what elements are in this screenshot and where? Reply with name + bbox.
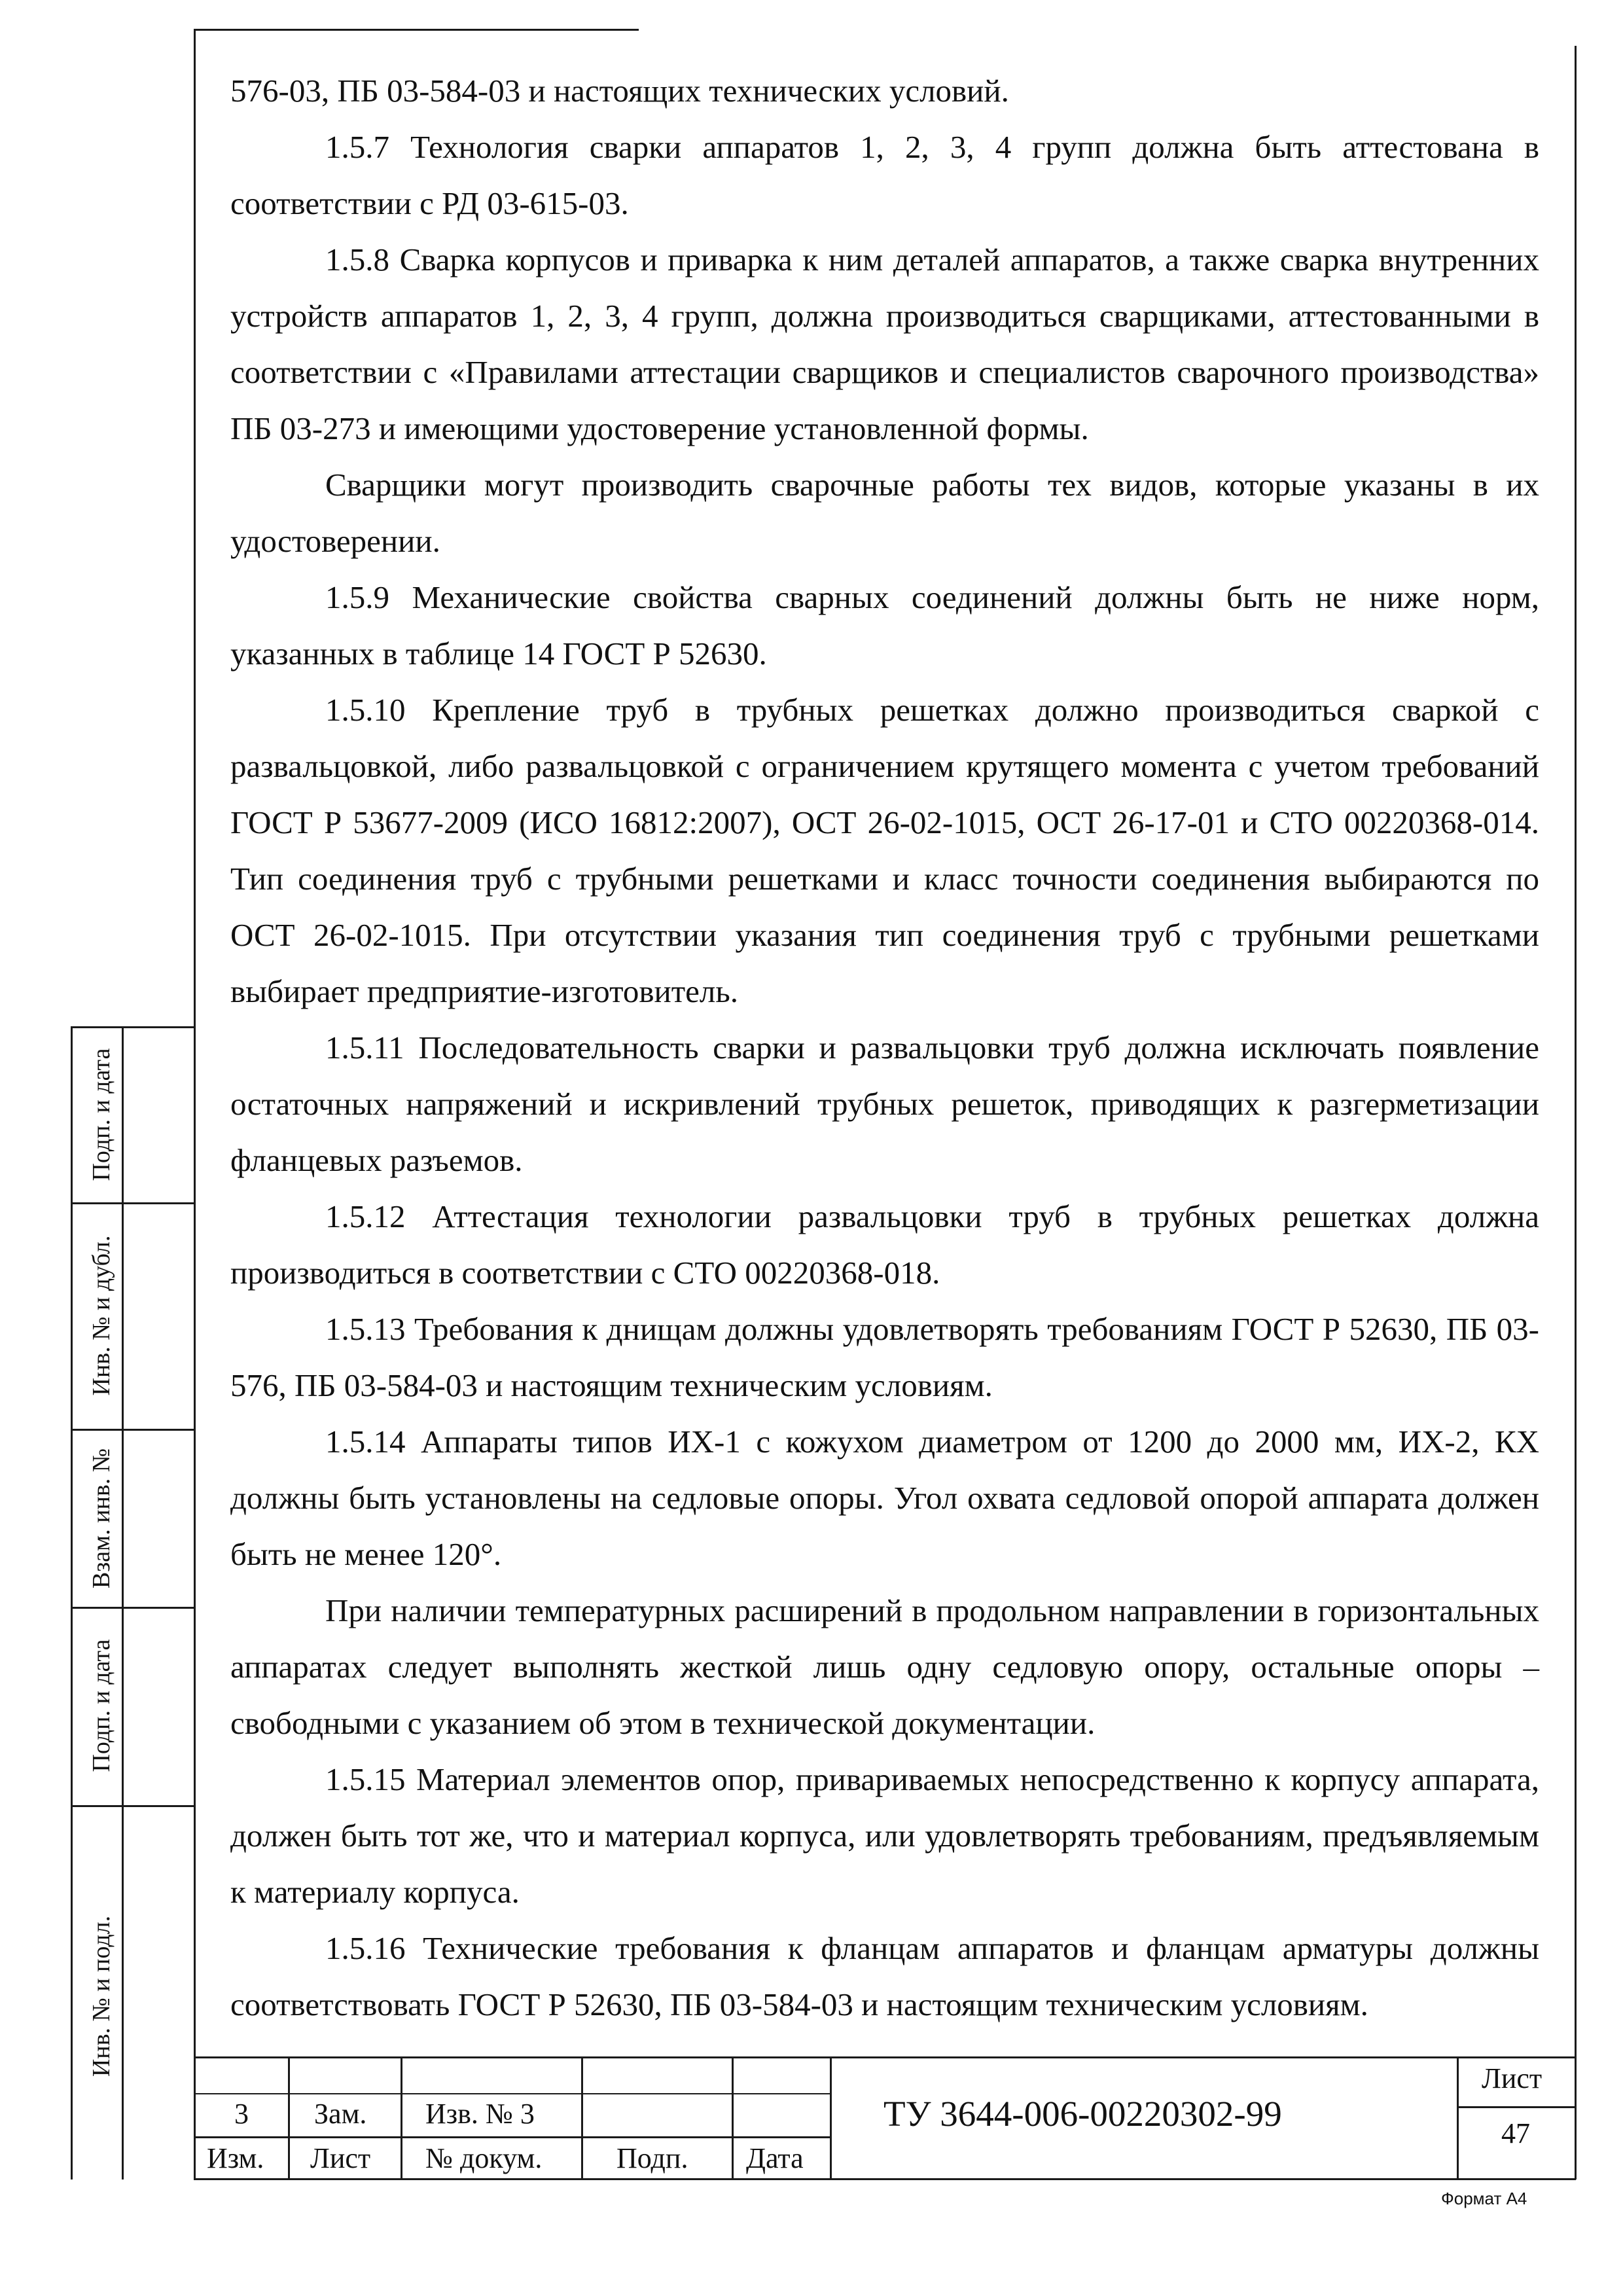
- paragraph: 1.5.16 Технические требования к фланцам аппаратов и фланцам арматуры должны соответствовать ГОСТ Р 52630, ПБ 03-584-03 и настоящим техническим условиям.: [230, 1930, 1539, 2022]
- side-stamp-sep-4: [71, 1805, 195, 1807]
- paragraph: Сварщики могут производить сварочные работы тех видов, которые указаны в их удостоверении.: [230, 467, 1539, 559]
- col-line-3: [581, 2056, 583, 2179]
- paragraph: 1.5.8 Сварка корпусов и приварка к ним деталей аппаратов, а также сварка внутренних устройств аппаратов 1, 2, 3, 4 групп, должна производиться сварщиками, аттестованными в соответствии с «Правилами аттестации сварщиков и специалистов сварочного производства» ПБ 03-273 и имеющими удостоверение установленной формы.: [230, 242, 1539, 446]
- paragraph: 1.5.11 Последовательность сварки и развальцовки труб должна исключать появление остаточных напряжений и искривлений трубных решеток, приводящих к разгерметизации фланцевых разъемов.: [230, 1030, 1539, 1178]
- side-stamp-top-border: [71, 1026, 195, 1028]
- side-stamp-sep-1: [71, 1202, 195, 1204]
- header-data: Дата: [746, 2142, 804, 2174]
- paragraph: 1.5.9 Механические свойства сварных соединений должны быть не ниже норм, указанных в таблице 14 ГОСТ Р 52630.: [230, 579, 1539, 672]
- header-list: Лист: [310, 2142, 371, 2174]
- side-stamp-divider: [122, 1026, 124, 2179]
- paragraph: 576-03, ПБ 03-584-03 и настоящих технических условий.: [230, 73, 1009, 109]
- frame-top-border: [194, 29, 639, 31]
- col-line-4: [732, 2056, 734, 2179]
- col-line-1: [288, 2056, 290, 2179]
- paragraph: 1.5.15 Материал элементов опор, привариваемых непосредственно к корпусу аппарата, должен быть тот же, что и материал корпуса, или удовлетворять требованиям, предъявляемым к материалу корпуса.: [230, 1761, 1539, 1910]
- document-code: ТУ 3644-006-00220302-99: [883, 2094, 1282, 2134]
- col-line-6: [1457, 2056, 1459, 2179]
- paragraph: 1.5.12 Аттестация технологии развальцовки труб в трубных решетках должна производиться в соответствии с СТО 00220368-018.: [230, 1198, 1539, 1291]
- frame-left-border: [194, 29, 196, 2179]
- side-stamp-sep-2: [71, 1429, 195, 1431]
- col-line-5: [830, 2056, 832, 2179]
- side-label-podp-data-top: Подп. и дата: [88, 1048, 115, 1181]
- paragraph: 1.5.14 Аппараты типов ИХ-1 с кожухом диаметром от 1200 до 2000 мм, ИХ-2, КХ должны быть установлены на седловые опоры. Угол охвата седловой опорой аппарата должен быть не менее 120°.: [230, 1424, 1539, 1572]
- side-stamp-sep-3: [71, 1607, 195, 1609]
- sheet-number: 47: [1501, 2117, 1530, 2149]
- side-stamp-outer-border: [71, 1026, 73, 2179]
- header-podp: Подп.: [616, 2142, 688, 2174]
- change-izm-value: 3: [234, 2098, 249, 2130]
- side-label-vzam-inv: Взам. инв. №: [88, 1448, 115, 1589]
- side-label-inv-dubl: Инв. № и дубл.: [88, 1235, 115, 1396]
- side-label-podp-data-bottom: Подп. и дата: [88, 1639, 115, 1772]
- sheet-cell-divider: [1458, 2106, 1576, 2108]
- paragraph: 1.5.7 Технология сварки аппаратов 1, 2, 3, 4 групп должна быть аттестована в соответствии с РД 03-615-03.: [230, 129, 1539, 221]
- format-label: Формат А4: [1441, 2189, 1527, 2208]
- document-body: [230, 63, 1539, 2033]
- header-doc: № докум.: [425, 2142, 543, 2174]
- paragraph: 1.5.10 Крепление труб в трубных решетках должно производиться сваркой с развальцовкой, либо развальцовкой с ограничением крутящего момента с учетом требований ГОСТ Р 53677-2009 (ИСО 16812:2007), ОСТ 26-02-1015, ОСТ 26-17-01 и СТО 00220368-014. Тип соединения труб с трубными решетками и класс точности соединения выбираются по ОСТ 26-02-1015. При отсутствии указания тип соединения труб с трубными решетками выбирает предприятие-изготовитель.: [230, 692, 1539, 1009]
- sheet-label: Лист: [1482, 2062, 1543, 2094]
- paragraph: 1.5.13 Требования к днищам должны удовлетворять требованиям ГОСТ Р 52630, ПБ 03- 576, ПБ 03-584-03 и настоящим техническим условиям.: [230, 1311, 1539, 1403]
- change-list-value: Зам.: [314, 2098, 367, 2130]
- frame-right-border: [1575, 46, 1577, 2179]
- col-line-2: [401, 2056, 402, 2179]
- paragraph: При наличии температурных расширений в продольном направлении в горизонтальных аппаратах следует выполнять жесткой лишь одну седловую опору, остальные опоры – свободными с указанием об этом в технической документации.: [230, 1592, 1539, 1741]
- header-izm: Изм.: [207, 2142, 264, 2174]
- change-doc-value: Изв. № 3: [425, 2098, 535, 2130]
- side-label-inv-podl: Инв. № и подл.: [88, 1915, 115, 2077]
